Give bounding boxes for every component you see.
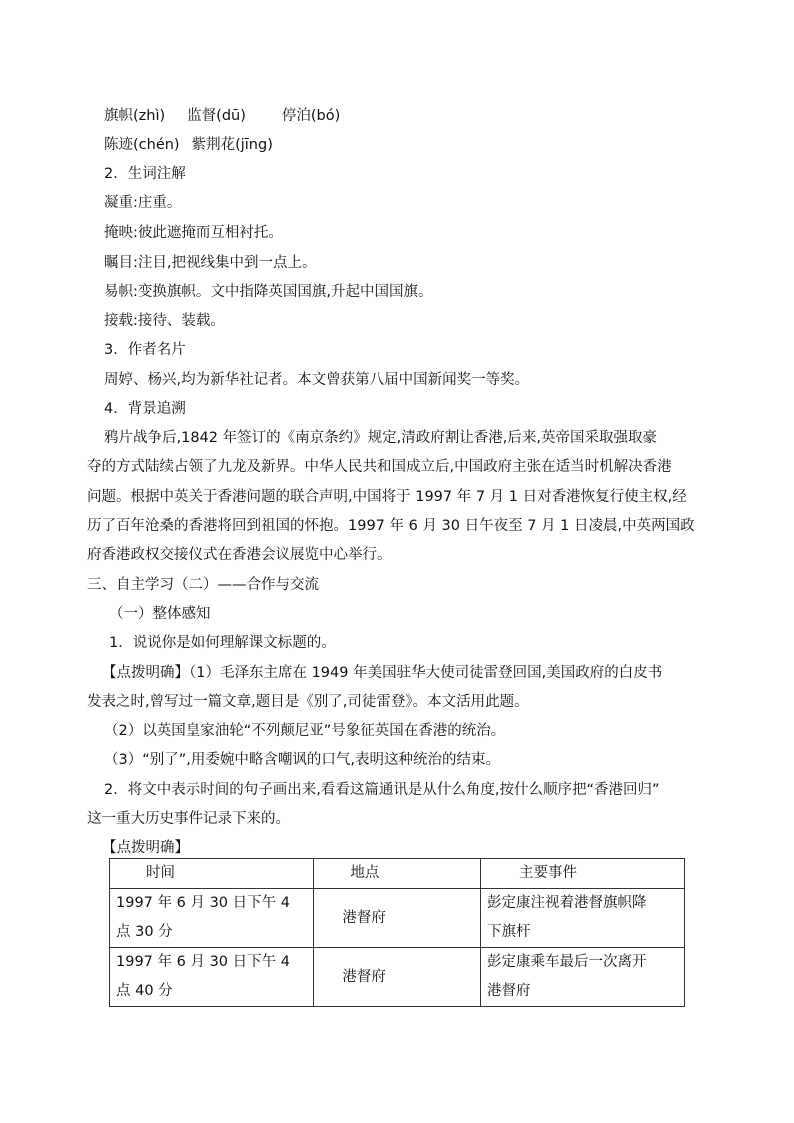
section-heading: 三、自主学习（二）——合作与交流 [87, 577, 319, 593]
cell-event-line: 彭定康乘车最后一次离开 [487, 954, 647, 970]
cell-place: 港督府 [314, 948, 481, 1007]
column-header-time: 时间 [110, 859, 314, 889]
pinyin-word: 陈迹(chén) [104, 137, 180, 153]
question-2: 2．将文中表示时间的句子画出来,看看这篇通讯是从什么角度,按什么顺序把“香港回归” [104, 782, 660, 798]
cell-event-line: 彭定康注视着港督旗帜降 [487, 895, 647, 911]
pinyin-line-1 [104, 106, 340, 126]
vocab-item: 易帜:变换旗帜。文中指降英国国旗,升起中国国旗。 [104, 284, 433, 300]
vocab-item: 瞩目:注目,把视线集中到一点上。 [104, 255, 317, 271]
column-header-place: 地点 [314, 859, 481, 889]
cell-event-line: 下旗杆 [487, 924, 531, 940]
author-heading: 3．作者名片 [104, 342, 186, 358]
answer-line: （2）以英国皇家油轮“不列颠尼亚”号象征英国在香港的统治。 [104, 723, 506, 739]
pinyin-line-2 [104, 135, 273, 155]
vocab-heading: 2．生词注解 [104, 166, 186, 182]
pinyin-word: 停泊(bó) [281, 108, 341, 124]
answer-line: 发表之时,曾写过一篇文章,题目是《别了,司徒雷登》。本文活用此题。 [87, 694, 529, 710]
cell-time-line: 1997 年 6 月 30 日下午 4 [116, 954, 290, 970]
table-row [110, 889, 685, 948]
background-line: 府香港政权交接仪式在香港会议展览中心举行。 [87, 547, 392, 563]
pinyin-word: 旗帜(zhì) [104, 108, 166, 124]
cell-time [110, 889, 314, 948]
column-header-event: 主要事件 [481, 859, 685, 889]
cell-event [481, 889, 685, 948]
vocab-item: 接载:接待、装载。 [104, 313, 225, 329]
question-2-cont: 这一重大历史事件记录下来的。 [87, 811, 290, 827]
background-heading: 4．背景追溯 [104, 401, 186, 417]
background-line: 夺的方式陆续占领了九龙及新界。中华人民共和国成立后,中国政府主张在适当时机解决香港 [87, 459, 672, 475]
author-text: 周婷、杨兴,均为新华社记者。本文曾获第八届中国新闻奖一等奖。 [104, 372, 530, 388]
background-line: 问题。根据中英关于香港问题的联合声明,中国将于 1997 年 7 月 1 日对香港恢复行使主权,经 [87, 489, 687, 505]
cell-time [110, 948, 314, 1007]
question-1: 1．说说你是如何理解课文标题的。 [109, 635, 336, 651]
table-header-row [110, 859, 685, 889]
cell-event-line: 港督府 [487, 983, 531, 999]
subsection-heading: （一）整体感知 [109, 606, 211, 622]
cell-event [481, 948, 685, 1007]
background-line: 鸦片战争后,1842 年签订的《南京条约》规定,清政府割让香港,后来,英帝国采取强取豪 [104, 430, 657, 446]
cell-time-line: 点 30 分 [116, 924, 173, 940]
events-table [109, 858, 685, 1007]
vocab-item: 凝重:庄重。 [104, 195, 182, 211]
vocab-item: 掩映:彼此遮掩而互相衬托。 [104, 225, 283, 241]
answer-line: 【点拨明确】（1）毛泽东主席在 1949 年美国驻华大使司徒雷登回国,美国政府的白皮书 [102, 665, 663, 681]
pinyin-word: 紫荆花(jīng) [191, 137, 273, 153]
cell-place: 港督府 [314, 889, 481, 948]
table-row [110, 948, 685, 1007]
answer-label: 【点拨明确】 [102, 840, 189, 856]
cell-time-line: 1997 年 6 月 30 日下午 4 [116, 895, 290, 911]
pinyin-word: 监督(dū) [187, 108, 246, 124]
cell-time-line: 点 40 分 [116, 983, 173, 999]
answer-line: （3）“别了”,用委婉中略含嘲讽的口气,表明这种统治的结束。 [104, 752, 500, 768]
background-line: 历了百年沧桑的香港将回到祖国的怀抱。1997 年 6 月 30 日午夜至 7 月 1 日凌晨,中英两国政 [87, 518, 695, 534]
